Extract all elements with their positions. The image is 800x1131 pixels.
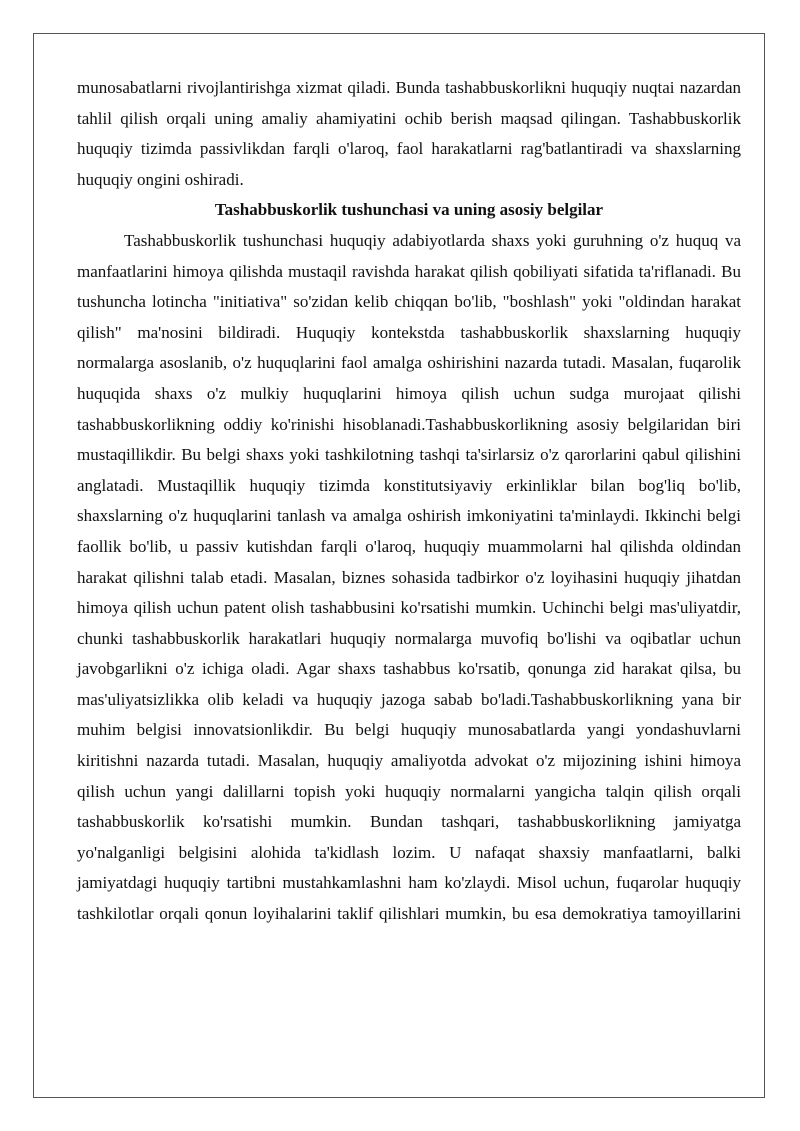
page-content bbox=[77, 73, 741, 930]
main-paragraph: Tashabbuskorlik tushunchasi huquqiy adabiyotlarda shaxs yoki guruhning o'z huquq va manfaatlarini himoya qilishda mustaqil ravishda harakat qilish qobiliyati sifatida ta'riflanadi. Bu tushuncha lotincha "initiativa" so'zidan kelib chiqqan bo'lib, "boshlash" yoki "oldindan harakat qilish" ma'nosini bildiradi. Huquqiy kontekstda tashabbuskorlik shaxslarning huquqiy normalarga asoslanib, o'z huquqlarini faol amalga oshirishini nazarda tutadi. Masalan, fuqarolik huquqida shaxs o'z mulkiy huquqlarini himoya qilish uchun sudga murojaat qilishi tashabbuskorlikning oddiy ko'rinishi hisoblanadi.Tashabbuskorlikning asosiy belgilaridan biri mustaqillikdir. Bu belgi shaxs yoki tashkilotning tashqi ta'sirlarsiz o'z qarorlarini qabul qilishini anglatadi. Mustaqillik huquqiy tizimda konstitutsiyaviy erkinliklar bilan bog'liq bo'lib, shaxslarning o'z huquqlarini tanlash va amalga oshirish imkoniyatini ta'minlaydi. Ikkinchi belgi faollik bo'lib, u passiv kutishdan farqli o'laroq, huquqiy muammolarni hal qilishda oldindan harakat qilishni talab etadi. Masalan, biznes sohasida tadbirkor o'z loyihasini huquqiy jihatdan himoya qilish uchun patent olish tashabbusini ko'rsatishi mumkin. Uchinchi belgi mas'uliyatdir, chunki tashabbuskorlik harakatlari huquqiy normalarga muvofiq bo'lishi va oqibatlar uchun javobgarlikni o'z ichiga oladi. Agar shaxs tashabbus ko'rsatib, qonunga zid harakat qilsa, bu mas'uliyatsizlikka olib keladi va huquqiy jazoga sabab bo'ladi.Tashabbuskorlikning yana bir muhim belgisi innovatsionlikdir. Bu belgi huquqiy munosabatlarda yangi yondashuvlarni kiritishni nazarda tutadi. Masalan, huquqiy amaliyotda advokat o'z mijozining ishini himoya qilish uchun yangi dalillarni topish yoki huquqiy normalarni yangicha talqin qilish orqali tashabbuskorlik ko'rsatishi mumkin. Bundan tashqari, tashabbuskorlikning jamiyatga yo'nalganligi belgisini alohida ta'kidlash lozim. U nafaqat shaxsiy manfaatlarni, balki jamiyatdagi huquqiy tartibni mustahkamlashni ham ko'zlaydi. Misol uchun, fuqarolar huquqiy tashkilotlar orqali qonun loyihalarini taklif qilishlari mumkin, bu esa demokratiya tamoyillarini bbox=[77, 230, 741, 924]
section-heading: Tashabbuskorlik tushunchasi va uning asosiy belgilar bbox=[214, 200, 604, 220]
intro-paragraph: munosabatlarni rivojlantirishga xizmat qiladi. Bunda tashabbuskorlikni huquqiy nuqtai nazardan tahlil qilish orqali uning amaliy ahamiyatini ochib berish maqsad qilingan. Tashabbuskorlik huquqiy tizimda passivlikdan farqli o'laroq, faol harakatlarni rag'batlantiradi va shaxslarning huquqiy ongini oshiradi. bbox=[77, 78, 741, 189]
